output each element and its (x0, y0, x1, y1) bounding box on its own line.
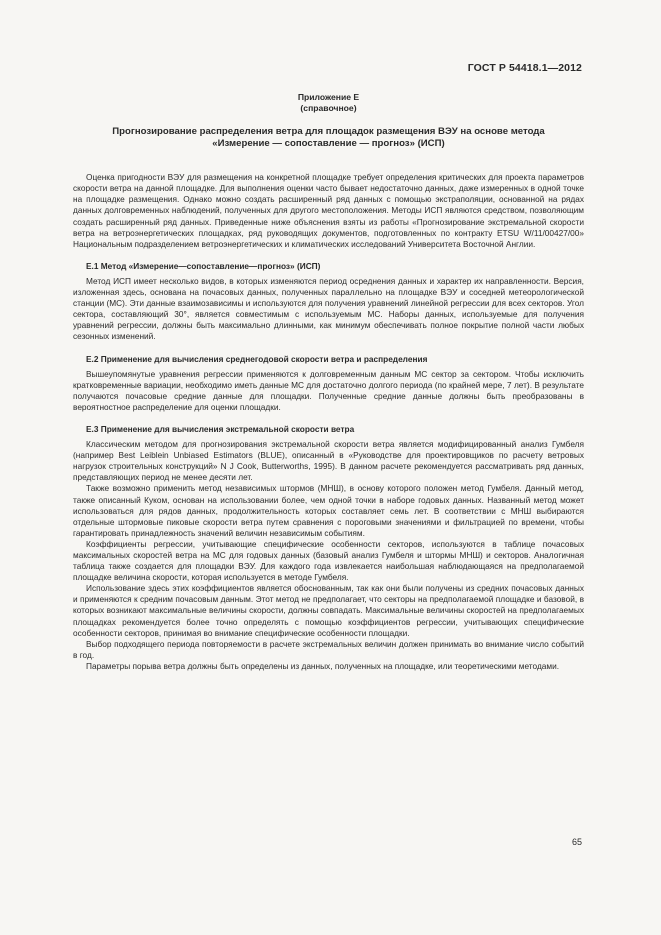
appendix-title-line-2: «Измерение — сопоставление — прогноз» (ИСП) (212, 138, 445, 150)
paragraph-e2-1: Вышеупомянутые уравнения регрессии применяются к долговременным данным МС сектор за сектором. Чтобы исключить кратковременные вариации, необходимо иметь данные МС для достаточно долгого периода (по крайней мере, 7 лет). В результате получаются почасовые средние данные для площадки. Полученные средние данные должны быть преобразованы в вероятностное распределение для оценки площадки. (73, 368, 584, 412)
page-content (73, 92, 584, 672)
appendix-label: Приложение Е (297, 92, 360, 102)
paragraph-e3-6: Параметры порыва ветра должны быть определены из данных, полученных на площадке, или теоретическими методами. (86, 660, 560, 671)
paragraph-e3-4: Использование здесь этих коэффициентов является обоснованным, так как они были получены из средних почасовых данных и применяются к средним почасовым данным. Этот метод не предполагает, что секторы на предполагаемой площадке и базовой, в которых возникают максимальные величины скорости, должны совпадать. Максимальные величины скоростей на предполагаемых площадках рекомендуется более точно определять с помощью коэффициентов регрессии, учитывающих специфические особенности секторов, принимая во внимание специфические особенности площадки. (73, 583, 584, 638)
paragraph-e3-5: Выбор подходящего периода повторяемости в расчете экстремальных величин должен принимать во внимание число событий в год. (73, 638, 584, 660)
section-heading-e1: Е.1 Метод «Измерение—сопоставление—прогноз» (ИСП) (86, 260, 321, 271)
section-heading-e3: Е.3 Применение для вычисления экстремальной скорости ветра (86, 423, 355, 434)
section-heading-e2: Е.2 Применение для вычисления среднегодовой скорости ветра и распределения (86, 353, 428, 364)
paragraph-e1-1: Метод ИСП имеет несколько видов, в которых изменяются период осреднения данных и характер их направленности. Версия, изложенная здесь, основана на почасовых данных, полученных параллельно на площадке ВЭУ и соседней метеорологической станции (МС). Эти данные взаимозависимы и используются для получения уравнений линейной регрессии для всех секторов. Угол сектора, составляющий 30°, является совместимым с используемым МС. Наборы данных, используемые для получения уравнений регрессии, должны быть максимально длинными, как минимум обеспечивать полное покрытие полной части любых сезонных изменений. (73, 275, 584, 342)
paragraph-e3-3: Коэффициенты регрессии, учитывающие специфические особенности секторов, используются в таблице почасовых максимальных скоростей ветра на МС для годовых данных (базовый анализ Гумбеля и штормы МНШ) и секторов. Аналогичная таблица также создается для площадки ВЭУ. Для каждого года извлекается наибольшая наблюдающаяся на предполагаемой площадке величина скорости, которая используется в методе Гумбеля. (73, 538, 584, 583)
intro-paragraph: Оценка пригодности ВЭУ для размещения на конкретной площадке требует определения критических для проекта параметров скорости ветра на данной площадке. Для выполнения оценки часто бывает недостаточно данных, даже измеренных в одной точке на площадке размещения. Однако можно создать расширенный ряд данных с помощью экстраполяции, основанной на рядах данных долговременных наблюдений, полученных для другого местоположения. Методы ИСП являются средством, позволяющим создать расширенный ряд данных. Приведенные ниже объяснения взяты из работы «Прогнозирование экстремальной скорости ветра на ветроэнергетических площадках, ряд руководящих документов, подготовленных по контракту ETSU W/11/00427/00» Национальным подразделением ветроэнергетических и климатических исследований Университета Восточной Англии. (73, 172, 584, 249)
appendix-type: (справочное) (300, 103, 357, 114)
page-number: 65 (571, 837, 582, 847)
standard-number: ГОСТ Р 54418.1—2012 (467, 62, 582, 74)
paragraph-e3-1: Классическим методом для прогнозирования экстремальной скорости ветра является модифицированный анализ Гумбеля (например Best Leiblein Unbiased Estimators (BLUE), описанный в «Руководстве для проектировщиков по расчету ветровых нагрузок строительных конструкций» N J Cook, Butterworths, 1995). В данном расчете рекомендуется рассматривать ряд данных, представляющих период не менее десяти лет. (73, 439, 584, 483)
appendix-title (73, 126, 584, 152)
paragraph-e3-2: Также возможно применить метод независимых штормов (МНШ), в основу которого положен метод Гумбеля. Данный метод, также описанный Куком, основан на использовании более, чем одной точки в наборе годовых данных. Названный метод может использоваться для рядов данных, продолжительность которых составляет семь лет. В соответствии с МНШ выбираются отдельные штормовые пиковые скорости ветра путем сравнения с пороговыми значениями и фильтрацией по времени, чтобы гарантировать принадлежность значений величин независимым событиям. (73, 483, 584, 538)
appendix-title-line-1: Прогнозирование распределения ветра для площадок размещения ВЭУ на основе метода (112, 125, 545, 137)
